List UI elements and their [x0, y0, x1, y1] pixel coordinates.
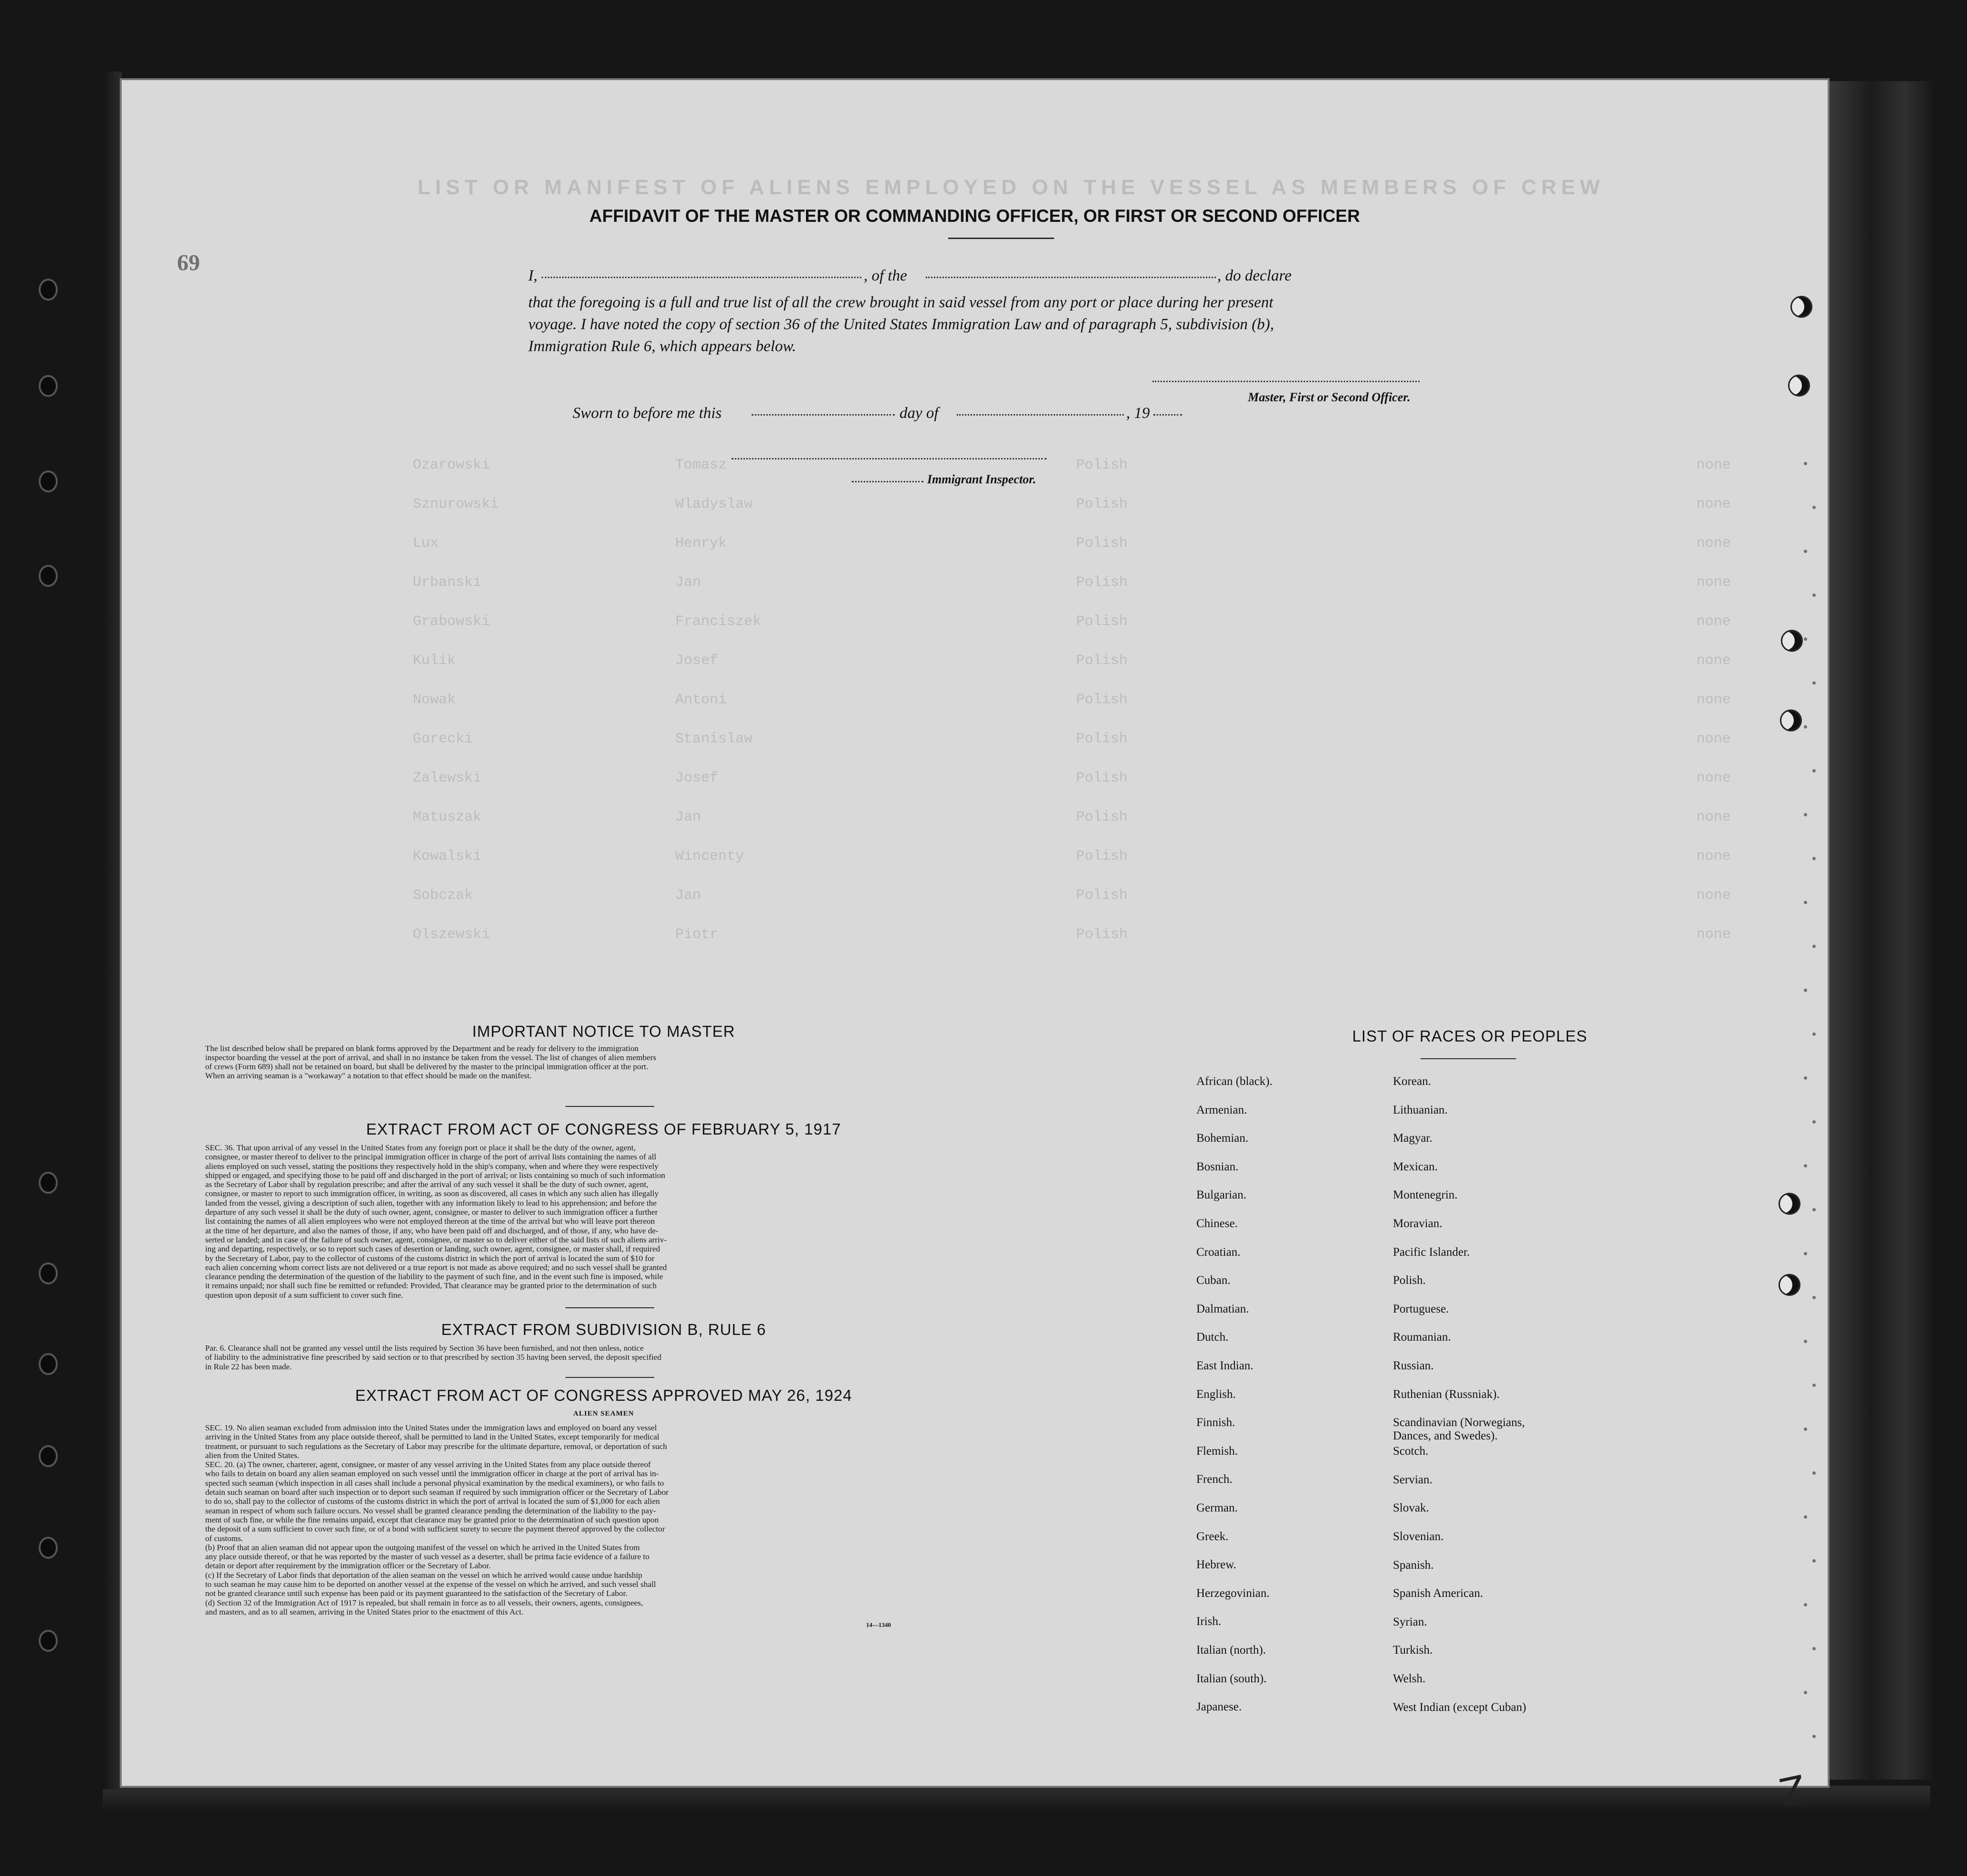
extract-1917-line: as the Secretary of Labor shall by regulation prescribe; and after the arrival of any such vessel it shall be the duty of such owner, agent,	[205, 1180, 649, 1189]
bleedthrough-cell: Stanislaw	[675, 731, 753, 747]
race-item: Croatian.	[1196, 1245, 1241, 1259]
officer-caption: Master, First or Second Officer.	[1248, 390, 1411, 404]
bleedthrough-cell: Jan	[675, 574, 701, 591]
form-number: 14—1340	[866, 1621, 891, 1628]
bleedthrough-cell: Josef	[675, 653, 719, 669]
bleedthrough-cell: Zalewski	[413, 770, 482, 786]
notice-line: When an arriving seaman is a "workaway" a notation to that effect should be made on the manifest.	[205, 1071, 532, 1080]
extract-1917-text	[205, 1143, 1012, 1300]
margin-dot	[1804, 550, 1807, 553]
bleedthrough-title: LIST OR MANIFEST OF ALIENS EMPLOYED ON THE VESSEL AS MEMBERS OF CREW	[418, 176, 1605, 199]
bleedthrough-cell: none	[1696, 848, 1731, 865]
bleedthrough-cell: Kulik	[413, 653, 456, 669]
race-item: Chinese.	[1196, 1217, 1238, 1230]
bleedthrough-cell: Jan	[675, 887, 701, 904]
margin-dot	[1804, 989, 1807, 992]
inspector-signature-line-2[interactable]	[852, 481, 923, 482]
bleedthrough-cell: Polish	[1076, 574, 1128, 591]
races-title: LIST OF RACES OR PEOPLES	[1352, 1027, 1588, 1045]
race-item: Flemish.	[1196, 1444, 1238, 1458]
bleedthrough-cell: Kowalski	[413, 848, 482, 865]
notice-title: IMPORTANT NOTICE TO MASTER	[472, 1022, 735, 1040]
affidavit-title: AFFIDAVIT OF THE MASTER OR COMMANDING OFFICER, OR FIRST OR SECOND OFFICER	[589, 206, 1360, 226]
margin-dot	[1812, 857, 1816, 860]
notice-line: inspector boarding the vessel at the port of arrival, and shall in no instance be taken from the vessel. The list of changes of alien members	[205, 1053, 657, 1062]
extract-1924-line: of customs.	[205, 1533, 243, 1543]
race-item: East Indian.	[1196, 1359, 1254, 1372]
bleedthrough-cell: Polish	[1076, 614, 1128, 630]
extract-1924-line: and masters, and as to all seamen, arriving in the United States prior to the enactment of this Act.	[205, 1607, 523, 1616]
race-item: Dutch.	[1196, 1331, 1229, 1344]
margin-dot	[1804, 1164, 1807, 1167]
bleedthrough-cell: Franciszek	[675, 614, 762, 630]
bleedthrough-cell: none	[1696, 574, 1731, 591]
extract-1924-line: seaman in respect of whom such failure occurs. No vessel shall be granted clearance pending the determination of the liability to the pay-	[205, 1506, 656, 1515]
binder-hole	[1792, 297, 1811, 316]
binder-hole	[41, 1355, 56, 1373]
race-item: Hebrew.	[1196, 1558, 1236, 1572]
margin-dot	[1812, 1735, 1816, 1738]
binder-hole	[41, 1447, 56, 1465]
race-item: Scandinavian (Norwegians,	[1393, 1416, 1525, 1429]
bleedthrough-cell: Matuszak	[413, 809, 482, 825]
bleedthrough-cell: Wladyslaw	[675, 496, 753, 512]
sworn-month-blank[interactable]	[957, 414, 1124, 416]
extract-1924-line: (c) If the Secretary of Labor finds that deportation of the alien seaman on the vessel on which he arrived would cause undue hardship	[205, 1570, 642, 1580]
sworn-day-blank[interactable]	[752, 414, 895, 416]
extract-1924-line: arriving in the United States from any place outside thereof, shall be permitted to land in the United States, except temporarily for medical	[205, 1432, 659, 1442]
margin-dot	[1804, 813, 1807, 816]
bleedthrough-cell: Polish	[1076, 887, 1128, 904]
margin-dot	[1812, 506, 1816, 509]
race-item: Japanese.	[1196, 1700, 1242, 1714]
notice-rule	[565, 1106, 654, 1107]
race-item: Syrian.	[1393, 1615, 1427, 1628]
margin-dot	[1804, 637, 1807, 641]
margin-dot	[1812, 1384, 1816, 1387]
margin-dot	[1812, 1120, 1816, 1124]
binder-hole	[1780, 1194, 1799, 1213]
race-item: Scotch.	[1393, 1445, 1429, 1458]
extract-1924-line: treatment, or pursuant to such regulations as the Secretary of Labor may prescribe for the ultimate departure, removal, or deportation of such	[205, 1441, 667, 1451]
margin-dot	[1804, 1691, 1807, 1694]
bleedthrough-cell: Josef	[675, 770, 719, 786]
affidavit-statement-2: voyage. I have noted the copy of section 36 of the United States Immigration Law and of paragraph 5, subdivision (b),	[528, 316, 1274, 333]
back-sheet-edge	[103, 72, 122, 1789]
margin-dot	[1812, 1559, 1816, 1563]
race-item: Welsh.	[1393, 1672, 1426, 1685]
bleedthrough-cell: Lux	[413, 535, 439, 552]
back-sheet-edge	[1828, 81, 1937, 1780]
extract-1917-line: clearance pending the determination of the question of the liability to the payment of such fine, and in the event such fine is imposed, while	[205, 1272, 663, 1282]
margin-dot	[1804, 1252, 1807, 1255]
extract-1924-line: who fails to detain on board any alien seaman employed on such vessel until the immigration officer in charge at the port of arrival has in-	[205, 1469, 659, 1479]
bleedthrough-cell: Olszewski	[413, 927, 491, 943]
extract-1924-line: to such seaman he may cause him to be deported on another vessel at the expense of the vessel on which he arrived, and such vessel shall	[205, 1580, 656, 1589]
extract-1917-line: by the Secretary of Labor, pay to the collector of customs of the customs district in which the port of arrival is located the sum of $10 for	[205, 1253, 655, 1263]
margin-dot	[1812, 945, 1816, 948]
corner-mark: Z	[1775, 1767, 1810, 1816]
margin-dot	[1804, 1603, 1807, 1606]
extract-1924-line: detain or deport after requirement by the immigration officer or the Secretary of Labor.	[205, 1561, 491, 1571]
bleedthrough-cell: none	[1696, 496, 1731, 512]
bleedthrough-cell: Sznurowski	[413, 496, 499, 512]
bleedthrough-cell: Polish	[1076, 535, 1128, 552]
race-item: Pacific Islander.	[1393, 1245, 1470, 1259]
bleedthrough-cell: Urbanski	[413, 574, 482, 591]
extract-1924-line: any place outside thereof, or that he was reported by the master of such vessel as a deserter, shall be prima facie evidence of a failure to	[205, 1552, 649, 1562]
race-item: Bosnian.	[1196, 1160, 1239, 1173]
race-item: Cuban.	[1196, 1274, 1231, 1287]
extract-1917-line: serted or landed; and in case of the failure of such owner, agent, consignee, or master so to deliver either of the said lists of such aliens arriv-	[205, 1235, 667, 1244]
extract-1917-line: at the time of her departure, and also the names of those, if any, who have been paid off and discharged, and of those, if any, who have de-	[205, 1226, 659, 1235]
bleedthrough-cell: Piotr	[675, 927, 719, 943]
bleedthrough-cell: Henryk	[675, 535, 727, 552]
extract-1924-line: (b) Proof that an alien seaman did not appear upon the outgoing manifest of the vessel on which he arrived in the United States from	[205, 1542, 640, 1552]
bleedthrough-cell: Polish	[1076, 809, 1128, 825]
binder-hole	[41, 1632, 56, 1650]
inspector-caption: Immigrant Inspector.	[927, 472, 1036, 486]
extract-1917-title: EXTRACT FROM ACT OF CONGRESS OF FEBRUARY 5, 1917	[366, 1120, 841, 1138]
sworn-label: Sworn to before me this	[573, 405, 722, 422]
race-item: Portuguese.	[1393, 1302, 1449, 1315]
binder-hole	[41, 281, 56, 299]
inspector-signature-line[interactable]	[732, 458, 1046, 459]
manifest-page	[122, 80, 1828, 1816]
bleedthrough-cell: Gorecki	[413, 731, 473, 747]
extract-1924-line: not be granted clearance until such expense has been paid or its payment guaranteed to the satisfaction of the Secretary of Labor.	[205, 1589, 628, 1598]
extract-1917-line: SEC. 36. That upon arrival of any vessel in the United States from any foreign port or place it shall be the duty of the owner, agent,	[205, 1143, 636, 1152]
extract-1917-line: consignee, or master thereof to deliver to the principal immigration officer in charge of the port of arrival lists containing the names of all	[205, 1152, 657, 1162]
race-item: Dalmatian.	[1196, 1302, 1249, 1315]
binder-hole	[1789, 376, 1809, 395]
bleedthrough-cell: none	[1696, 731, 1731, 747]
extract-1917-line: aliens employed on such vessel, stating the positions they respectively hold in the ship's company, when and where they were respectively	[205, 1161, 659, 1171]
extract-1924-line: spected such seaman (which inspection in all cases shall include a personal physical examination by the medical examiners), or who fails to	[205, 1478, 664, 1488]
race-item: Italian (north).	[1196, 1644, 1266, 1657]
margin-dot	[1804, 1340, 1807, 1343]
bleedthrough-cell: Polish	[1076, 848, 1128, 865]
extract-1924-line: SEC. 19. No alien seaman excluded from admission into the United States under the immigration laws and employed on board any vessel	[205, 1423, 657, 1432]
margin-dot	[1812, 1208, 1816, 1211]
race-item: Greek.	[1196, 1530, 1229, 1543]
binder-hole	[1782, 631, 1801, 650]
extract-1917-line: it remains unpaid; nor shall such fine be remitted or refunded: Provided, That clearance may be granted prior to the determination of such	[205, 1281, 657, 1291]
binder-hole	[41, 472, 56, 490]
race-item: Russian.	[1393, 1359, 1434, 1372]
bleedthrough-cell: Tomasz	[675, 457, 727, 473]
race-item: Polish.	[1393, 1274, 1426, 1287]
extract-1924-line: alien from the United States.	[205, 1450, 300, 1460]
race-item: Herzegovinian.	[1196, 1586, 1270, 1600]
extract-1924-line: detain such seaman on board after such inspection or to deport such seaman if required by such immigration officer or the Secretary of Labor	[205, 1488, 669, 1497]
margin-dot	[1804, 462, 1807, 465]
bleedthrough-cell: Polish	[1076, 770, 1128, 786]
margin-dot	[1812, 1471, 1816, 1475]
extract-1924-line: ment of such fine, or while the fine remains unpaid, except that clearance may be granted prior to the determination of such question upon	[205, 1515, 659, 1524]
race-item: Armenian.	[1196, 1103, 1247, 1116]
race-item: Bohemian.	[1196, 1132, 1249, 1145]
extract-1924-line: the deposit of a sum sufficient to cover such fine, or of a bond with sufficient surety to secure the payment thereof approved by the collector	[205, 1524, 665, 1534]
affidavit-declare-label: , do declare	[1217, 267, 1292, 284]
bleedthrough-cell: Polish	[1076, 457, 1128, 473]
race-item: Moravian.	[1393, 1217, 1443, 1230]
extract-1917-rule	[565, 1307, 654, 1308]
race-item: Slovak.	[1393, 1501, 1429, 1515]
bleedthrough-cell: none	[1696, 535, 1731, 552]
extract-1924-line: to do so, shall pay to the collector of customs of the customs district in which the port of arrival is located the sum of $1,000 for each alien	[205, 1497, 660, 1506]
extract-1917-line: list containing the names of all alien employees who were not employed thereon at the time of the arrival but who will leave port thereon	[205, 1217, 655, 1226]
notice-text	[205, 1044, 1012, 1080]
bleedthrough-cell: none	[1696, 770, 1731, 786]
bleedthrough-cell: Sobczak	[413, 887, 473, 904]
back-sheet-edge	[103, 1786, 1930, 1814]
bleedthrough-cell: none	[1696, 692, 1731, 708]
binder-hole	[41, 1539, 56, 1557]
extract-1917-line: departure of any such vessel it shall be the duty of such owner, agent, consignee, or master to deliver to such immigration officer a further	[205, 1208, 658, 1217]
rule6-title: EXTRACT FROM SUBDIVISION B, RULE 6	[441, 1321, 766, 1338]
margin-dot	[1812, 769, 1816, 772]
extract-1917-line: landed from the vessel, giving a description of such alien, together with any information likely to lead to his apprehension; and before the	[205, 1198, 657, 1208]
bleedthrough-cell: none	[1696, 614, 1731, 630]
rule6-line: of liability to the administrative fine prescribed by said section or to that prescribed by section 35 having been served, the deposit specified	[205, 1353, 662, 1362]
bleedthrough-cell: Nowak	[413, 692, 456, 708]
sworn-year-blank[interactable]	[1153, 414, 1182, 416]
race-item: Slovenian.	[1393, 1530, 1444, 1543]
race-item: Spanish American.	[1393, 1587, 1483, 1600]
affidavit-title-rule	[948, 238, 1054, 239]
master-name-blank[interactable]	[542, 277, 861, 278]
extract-1924-title: EXTRACT FROM ACT OF CONGRESS APPROVED MAY 26, 1924	[355, 1386, 852, 1404]
bleedthrough-cell: Jan	[675, 809, 701, 825]
race-item: Irish.	[1196, 1615, 1222, 1628]
bleedthrough-cell: Antoni	[675, 692, 727, 708]
affidavit-of-the-label: , of the	[864, 267, 907, 284]
margin-dot	[1804, 725, 1807, 729]
margin-dot	[1804, 1515, 1807, 1519]
bleedthrough-cell: none	[1696, 887, 1731, 904]
bleedthrough-cell: Polish	[1076, 731, 1128, 747]
page-number-mark: 69	[177, 250, 200, 275]
margin-dot	[1812, 681, 1816, 685]
bleedthrough-cell: Polish	[1076, 496, 1128, 512]
extract-1924-line: (d) Section 32 of the Immigration Act of 1917 is repealed, but shall remain in force as to all vessels, their owners, agents, consignees,	[205, 1598, 643, 1607]
notice-line: of crews (Form 689) shall not be retained on board, but shall be delivered by the master to the principal immigration officer at the port.	[205, 1062, 649, 1071]
extract-1924-subtitle: ALIEN SEAMEN	[573, 1410, 634, 1417]
bleedthrough-cell: Polish	[1076, 927, 1128, 943]
rule6-rule	[565, 1377, 654, 1378]
race-item: Lithuanian.	[1393, 1103, 1448, 1116]
race-item: Mexican.	[1393, 1160, 1438, 1173]
race-item: Bulgarian.	[1196, 1188, 1246, 1202]
race-item: Dances, and Swedes).	[1393, 1429, 1498, 1443]
extract-1924-text	[205, 1423, 1012, 1616]
rule6-line: in Rule 22 has been made.	[205, 1362, 292, 1371]
bleedthrough-cell: none	[1696, 457, 1731, 473]
margin-dot	[1812, 1647, 1816, 1650]
extract-1917-line: shipped or engaged, and specifying those to be paid off and discharged in the port of arrival; or lists containing so much of such information	[205, 1170, 666, 1180]
binder-hole	[1781, 711, 1800, 730]
affidavit-statement-1: that the foregoing is a full and true list of all the crew brought in said vessel from any port or place during her present	[528, 294, 1274, 311]
margin-dot	[1804, 901, 1807, 904]
race-item: Turkish.	[1393, 1644, 1433, 1657]
binder-hole	[41, 1174, 56, 1192]
margin-dot	[1812, 1296, 1816, 1299]
binder-hole	[41, 377, 56, 395]
race-item: Montenegrin.	[1393, 1188, 1458, 1202]
race-item: Korean.	[1393, 1075, 1431, 1088]
race-item: Italian (south).	[1196, 1672, 1267, 1685]
notice-line: The list described below shall be prepared on blank forms approved by the Department and be ready for delivery to the immigration	[205, 1044, 639, 1053]
race-item: Roumanian.	[1393, 1331, 1451, 1344]
bleedthrough-cell: Polish	[1076, 653, 1128, 669]
bleedthrough-cell: Ozarowski	[413, 457, 491, 473]
extract-1917-line: consignee, or master to report to such immigration officer, in writing, as soon as discovered, all cases in which any such alien has illegally	[205, 1189, 659, 1199]
race-item: Spanish.	[1393, 1558, 1434, 1572]
extract-1924-line: SEC. 20. (a) The owner, charterer, agent, consignee, or master of any vessel arriving in the United States from any place outside thereof	[205, 1460, 651, 1470]
rule6-text	[205, 1344, 1012, 1371]
rule6-line: Par. 6. Clearance shall not be granted any vessel until the lists required by Section 36 have been furnished, and not then unless, notice	[205, 1344, 644, 1353]
bleedthrough-cell: none	[1696, 927, 1731, 943]
extract-1917-line: each alien concerning whom correct lists are not delivered or a true report is not made as above required; and no such vessel shall be granted	[205, 1262, 667, 1272]
race-item: German.	[1196, 1501, 1238, 1514]
day-of-label: day of	[900, 405, 939, 422]
margin-dot	[1804, 1076, 1807, 1080]
bleedthrough-cell: Grabowski	[413, 614, 491, 630]
bleedthrough-cell: Wincenty	[675, 848, 744, 865]
race-item: African (black).	[1196, 1075, 1273, 1088]
margin-dot	[1804, 1428, 1807, 1431]
bleedthrough-cell: Polish	[1076, 692, 1128, 708]
races-right-column	[1393, 80, 1679, 1786]
affidavit-statement-3: Immigration Rule 6, which appears below.	[528, 338, 796, 355]
race-item: English.	[1196, 1387, 1236, 1401]
margin-dot	[1812, 594, 1816, 597]
bleedthrough-cell: none	[1696, 809, 1731, 825]
race-item: Magyar.	[1393, 1132, 1433, 1145]
binder-hole	[41, 1264, 56, 1282]
margin-dot	[1812, 1032, 1816, 1036]
vessel-name-blank[interactable]	[926, 277, 1216, 278]
race-item: French.	[1196, 1473, 1233, 1486]
extract-1917-line: question upon deposit of a sum sufficient to cover such fine.	[205, 1290, 403, 1300]
year-prefix: , 19	[1126, 405, 1150, 422]
extract-1917-line: ing and departing, respectively, or so to report such cases of desertion or landing, such owner, agent, consignee, or master shall, if required	[205, 1244, 660, 1254]
race-item: Finnish.	[1196, 1416, 1235, 1429]
binder-hole	[1780, 1275, 1799, 1294]
race-item: Servian.	[1393, 1473, 1433, 1486]
race-item: Ruthenian (Russniak).	[1393, 1387, 1500, 1401]
bleedthrough-cell: none	[1696, 653, 1731, 669]
race-item: West Indian (except Cuban)	[1393, 1700, 1527, 1714]
binder-hole	[41, 567, 56, 585]
affidavit-i-label: I,	[528, 267, 538, 284]
